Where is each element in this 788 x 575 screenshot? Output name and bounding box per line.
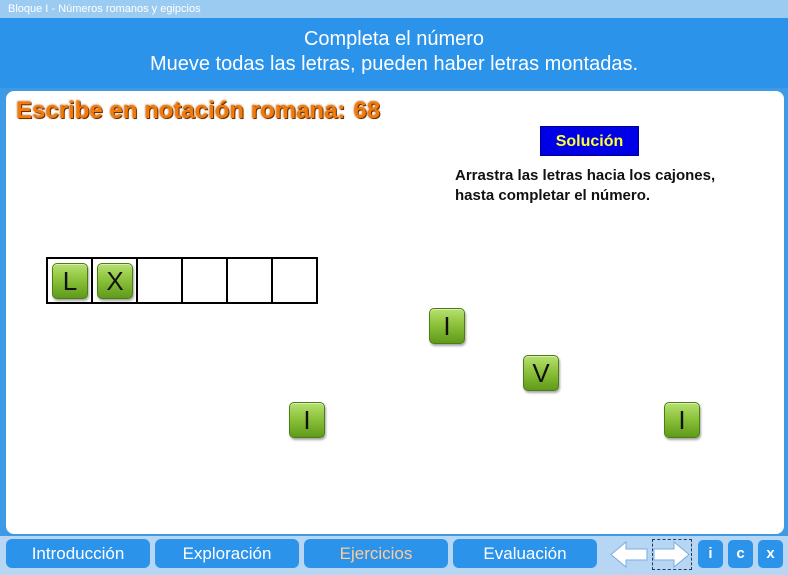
instructions-header bbox=[0, 18, 788, 88]
tab-exploracion[interactable]: Exploración bbox=[155, 539, 299, 568]
close-button[interactable]: x bbox=[758, 540, 783, 568]
solution-button[interactable]: Solución bbox=[540, 126, 639, 156]
window-title: Bloque I - Números romanos y egipcios bbox=[0, 0, 788, 18]
answer-slots bbox=[46, 257, 318, 304]
answer-slot[interactable] bbox=[136, 257, 183, 304]
credits-button[interactable]: c bbox=[728, 540, 753, 568]
info-button[interactable]: i bbox=[698, 540, 723, 568]
hint-line-1: Arrastra las letras hacia los cajones, bbox=[455, 167, 716, 184]
back-arrow-icon[interactable] bbox=[609, 539, 649, 570]
tab-ejercicios[interactable]: Ejercicios bbox=[304, 539, 448, 568]
answer-slot[interactable] bbox=[271, 257, 318, 304]
answer-slot[interactable] bbox=[181, 257, 228, 304]
instruction-line-1: Completa el número bbox=[303, 28, 485, 50]
target-number: 68 bbox=[353, 97, 381, 124]
exercise-prompt: Escribe en notación romana: bbox=[16, 97, 346, 124]
letter-tile[interactable]: I bbox=[429, 308, 465, 344]
forward-arrow-icon[interactable] bbox=[652, 539, 692, 570]
exercise-panel bbox=[6, 91, 784, 534]
answer-slot[interactable] bbox=[91, 257, 138, 304]
letter-tile[interactable]: L bbox=[52, 263, 88, 299]
tab-evaluacion[interactable]: Evaluación bbox=[453, 539, 597, 568]
answer-slot[interactable] bbox=[226, 257, 273, 304]
answer-slot[interactable] bbox=[46, 257, 93, 304]
instruction-line-2: Mueve todas las letras, pueden haber letras montadas. bbox=[149, 53, 639, 75]
letter-tile[interactable]: I bbox=[664, 402, 700, 438]
letter-tile[interactable]: I bbox=[289, 402, 325, 438]
drag-hint bbox=[455, 166, 775, 206]
bottom-nav bbox=[0, 536, 788, 575]
hint-line-2: hasta completar el número. bbox=[455, 187, 651, 204]
exercise-heading bbox=[16, 97, 380, 125]
tab-introduccion[interactable]: Introducción bbox=[6, 539, 150, 568]
letter-tile[interactable]: V bbox=[523, 355, 559, 391]
letter-tile[interactable]: X bbox=[97, 263, 133, 299]
